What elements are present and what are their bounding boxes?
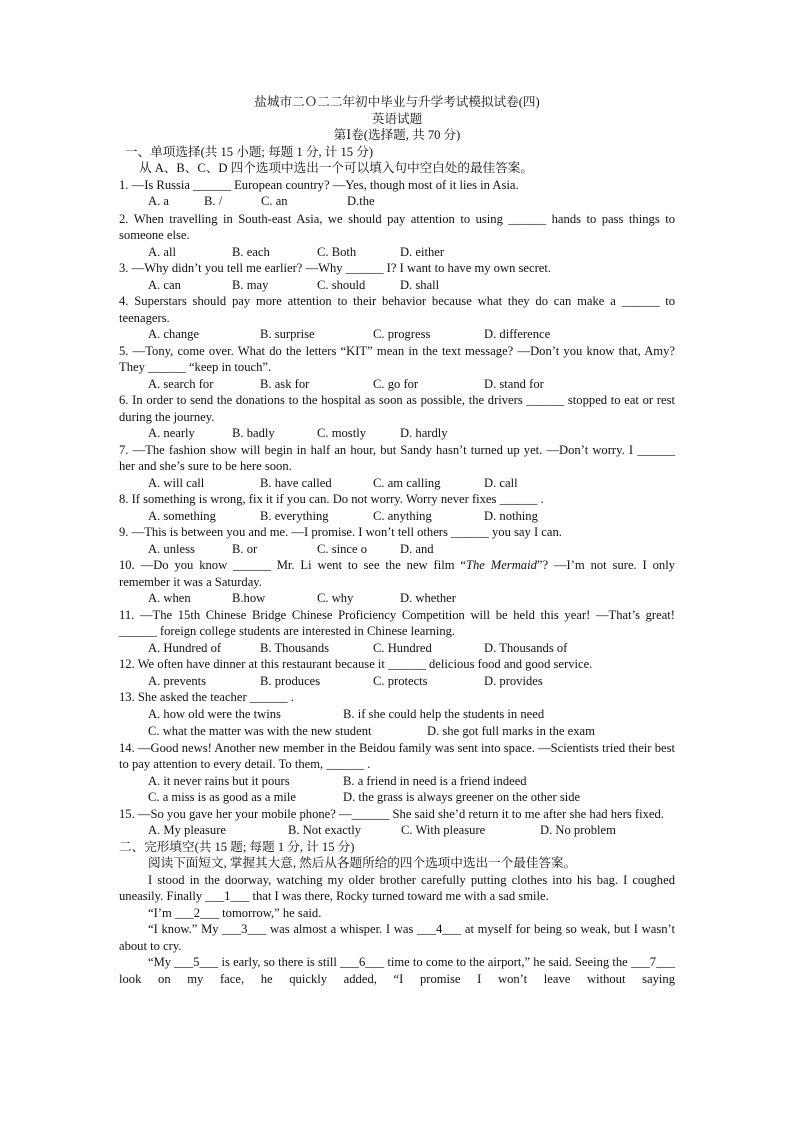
question-10-film-title: The Mermaid bbox=[465, 558, 537, 572]
option-d[interactable]: D. and bbox=[400, 541, 434, 556]
option-b[interactable]: B. ask for bbox=[260, 376, 310, 391]
option-d[interactable]: D. call bbox=[484, 475, 518, 490]
question-9-options bbox=[119, 541, 675, 558]
question-11: 11. —The 15th Chinese Bridge Chinese Proficiency Competition will be held this year! —That’s great! ______ foreign college students are interested in Chinese learning. bbox=[119, 607, 675, 638]
question-9: 9. —This is between you and me. —I promise. I won’t tell others ______ you say I can. bbox=[119, 525, 562, 539]
option-b[interactable]: B. surprise bbox=[260, 327, 315, 341]
option-a[interactable]: A. change bbox=[148, 327, 200, 341]
option-d[interactable]: D. either bbox=[400, 244, 445, 259]
question-12: 12. We often have dinner at this restaurant because it ______ delicious food and good service. bbox=[119, 657, 593, 671]
option-d[interactable]: D. No problem bbox=[540, 823, 616, 837]
option-d[interactable]: D. whether bbox=[400, 591, 456, 605]
option-a[interactable]: A. will call bbox=[148, 475, 205, 490]
question-2: 2. When travelling in South-east Asia, we should pay attention to using ______ hands to pass things to someone else. bbox=[119, 211, 675, 242]
question-1-options bbox=[119, 193, 675, 210]
question-10-options bbox=[119, 590, 675, 607]
question-1: 1. —Is Russia ______ European country? —Yes, though most of it lies in Asia. bbox=[119, 177, 519, 192]
option-a[interactable]: A. something bbox=[148, 508, 216, 523]
option-a[interactable]: A. unless bbox=[148, 541, 195, 556]
option-b[interactable]: B.how bbox=[232, 591, 266, 605]
option-c[interactable]: C. Both bbox=[317, 244, 357, 259]
question-13-options-row2 bbox=[119, 723, 675, 740]
option-a[interactable]: A. My pleasure bbox=[148, 823, 226, 837]
option-b[interactable]: B. a friend in need is a friend indeed bbox=[343, 773, 527, 788]
option-d[interactable]: D. stand for bbox=[484, 376, 544, 391]
option-c[interactable]: C. protects bbox=[373, 673, 428, 688]
option-b[interactable]: B. / bbox=[204, 194, 223, 208]
option-c[interactable]: C. since o bbox=[317, 541, 368, 556]
option-b[interactable]: B. or bbox=[232, 541, 258, 556]
question-6: 6. In order to send the donations to the hospital as soon as possible, the drivers ______ stopped to eat or rest during the journey. bbox=[119, 393, 675, 424]
question-13: 13. She asked the teacher ______ . bbox=[119, 690, 294, 704]
option-d[interactable]: D. provides bbox=[484, 673, 543, 688]
question-13-options-row1 bbox=[119, 706, 675, 723]
cloze-paragraph-1: I stood in the doorway, watching my older brother carefully putting clothes into his bag. I coughed uneasily. Finally ___1___ that I was there, Rocky turned toward me with a sad smile. bbox=[119, 872, 675, 903]
question-4-options bbox=[119, 326, 675, 343]
question-14: 14. —Good news! Another new member in the Beidou family was sent into space. —Scientists tried their best to pay attention to every detail. To them, ______ . bbox=[119, 740, 675, 771]
option-b[interactable]: B. may bbox=[232, 277, 269, 292]
option-a[interactable]: A. nearly bbox=[148, 426, 195, 440]
cloze-paragraph-4: “My ___5___ is early, so there is still ___6___ time to come to the airport,” he said. Seeing the ___7___ look on my face, he quickly added, “I promise I won’t leave without saying bbox=[119, 955, 675, 986]
option-a[interactable]: A. how old were the twins bbox=[148, 706, 281, 721]
option-b[interactable]: B. Not exactly bbox=[288, 823, 362, 837]
option-a[interactable]: A. it never rains but it pours bbox=[148, 773, 290, 788]
option-b[interactable]: B. each bbox=[232, 244, 270, 259]
option-b[interactable]: B. badly bbox=[232, 426, 275, 440]
option-a[interactable]: A. prevents bbox=[148, 673, 207, 688]
option-d[interactable]: D. hardly bbox=[400, 426, 448, 440]
option-d[interactable]: D. she got full marks in the exam bbox=[427, 724, 595, 738]
question-7-options bbox=[119, 475, 675, 492]
cloze-paragraph-2: “I’m ___2___ tomorrow,” he said. bbox=[148, 905, 322, 920]
question-5: 5. —Tony, come over. What do the letters “KIT” mean in the text message? —Don’t you know that, Amy? They ______ “keep in touch”. bbox=[119, 343, 675, 374]
question-2-options bbox=[119, 244, 675, 261]
option-c[interactable]: C. anything bbox=[373, 508, 432, 523]
question-8-options bbox=[119, 508, 675, 525]
option-c[interactable]: C. mostly bbox=[317, 426, 366, 440]
option-c[interactable]: C. should bbox=[317, 277, 366, 292]
question-5-options bbox=[119, 376, 675, 393]
option-c[interactable]: C. am calling bbox=[373, 475, 441, 490]
question-3: 3. —Why didn’t you tell me earlier? —Why ______ I? I want to have my own secret. bbox=[119, 261, 552, 275]
option-c[interactable]: C. Hundred bbox=[373, 640, 432, 655]
section2-heading: 二、完形填空(共 15 题; 每题 1 分, 计 15 分) bbox=[119, 839, 355, 854]
option-a[interactable]: A. can bbox=[148, 277, 181, 292]
option-a[interactable]: A. search for bbox=[148, 376, 214, 391]
option-a[interactable]: A. Hundred of bbox=[148, 640, 222, 655]
question-10-text-after: ”? —I’m not sure. I only remember it was a Saturday. bbox=[119, 558, 675, 589]
section2-instruction: 阅读下面短文, 掌握其大意, 然后从各题所给的四个选项中选出一个最佳答案。 bbox=[148, 856, 577, 870]
question-3-options bbox=[119, 277, 675, 294]
question-15: 15. —So you gave her your mobile phone? —______ She said she’d return it to me after she had hers fixed. bbox=[119, 806, 664, 821]
question-7: 7. —The fashion show will begin in half an hour, but Sandy hasn’t turned up yet. —Don’t worry. I ______ her and she’s sure to be here soon. bbox=[119, 442, 675, 473]
question-10-text-before: 10. —Do you know ______ Mr. Li went to see the new film “ bbox=[119, 558, 466, 572]
option-d[interactable]: D.the bbox=[347, 194, 375, 208]
exam-subject: 英语试题 bbox=[371, 111, 423, 126]
section1-instruction: 从 A、B、C、D 四个选项中选出一个可以填入句中空白处的最佳答案。 bbox=[139, 161, 533, 175]
section1-heading: 一、单项选择(共 15 小题; 每题 1 分, 计 15 分) bbox=[125, 144, 374, 159]
question-15-options bbox=[119, 822, 675, 839]
option-d[interactable]: D. the grass is always greener on the other side bbox=[343, 790, 581, 804]
question-14-options-row2 bbox=[119, 789, 675, 806]
option-b[interactable]: B. have called bbox=[260, 475, 332, 490]
option-d[interactable]: D. nothing bbox=[484, 508, 538, 523]
exam-page bbox=[119, 94, 675, 987]
option-b[interactable]: B. produces bbox=[260, 673, 321, 688]
option-c[interactable]: C. what the matter was with the new student bbox=[148, 724, 372, 738]
option-c[interactable]: C. progress bbox=[373, 327, 431, 341]
question-4: 4. Superstars should pay more attention to their behavior because what they do can make a ______ to teenagers. bbox=[119, 294, 675, 325]
exam-title: 盐城市二Ｏ二二年初中毕业与升学考试模拟试卷(四) bbox=[254, 95, 540, 109]
exam-part: 第Ⅰ卷(选择题, 共 70 分) bbox=[333, 128, 461, 142]
option-b[interactable]: B. everything bbox=[260, 508, 329, 523]
option-a[interactable]: A. when bbox=[148, 591, 191, 605]
question-8: 8. If something is wrong, fix it if you can. Do not worry. Worry never fixes ______ . bbox=[119, 492, 544, 506]
option-c[interactable]: C. go for bbox=[373, 376, 419, 391]
question-14-options-row1 bbox=[119, 773, 675, 790]
question-10 bbox=[119, 557, 675, 590]
option-d[interactable]: D. shall bbox=[400, 277, 440, 292]
option-a[interactable]: A. a bbox=[148, 194, 169, 208]
question-6-options bbox=[119, 425, 675, 442]
option-c[interactable]: C. With pleasure bbox=[401, 823, 486, 837]
option-c[interactable]: C. an bbox=[261, 194, 288, 208]
option-c[interactable]: C. a miss is as good as a mile bbox=[148, 790, 296, 804]
option-b[interactable]: B. if she could help the students in need bbox=[343, 706, 545, 721]
option-d[interactable]: D. Thousands of bbox=[484, 640, 568, 655]
question-11-options bbox=[119, 640, 675, 657]
option-d[interactable]: D. difference bbox=[484, 327, 551, 341]
cloze-paragraph-3: “I know.” My ___3___ was almost a whisper. I was ___4___ at myself for being so weak, but I wasn’t about to cry. bbox=[119, 922, 675, 953]
option-b[interactable]: B. Thousands bbox=[260, 640, 330, 655]
option-a[interactable]: A. all bbox=[148, 244, 176, 259]
option-c[interactable]: C. why bbox=[317, 591, 354, 605]
question-12-options bbox=[119, 673, 675, 690]
